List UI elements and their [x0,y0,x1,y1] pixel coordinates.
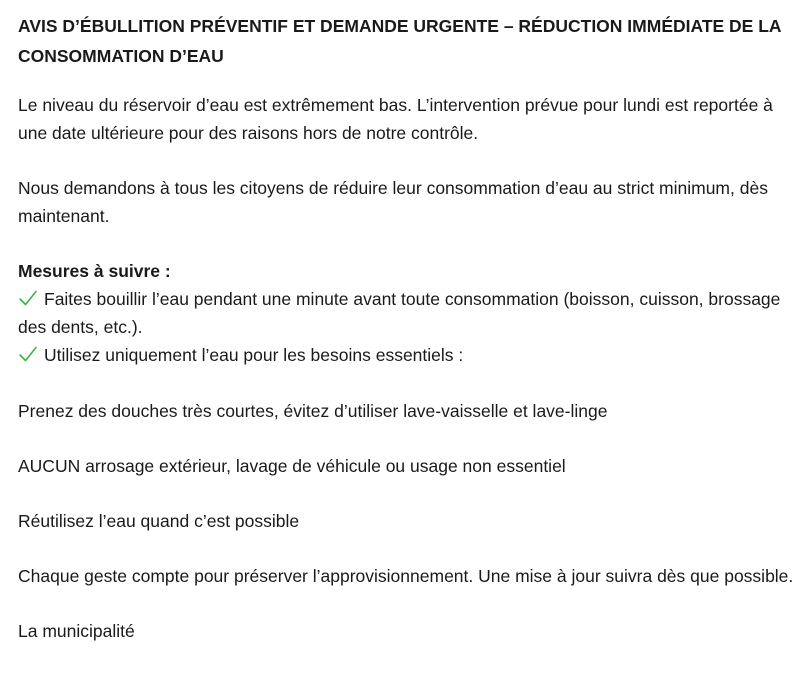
essential-item-reuse: Réutilisez l’eau quand c’est possible [18,511,300,531]
essential-item-no-watering: AUCUN arrosage extérieur, lavage de véhicule ou usage non essentiel [18,456,566,476]
essential-item-showers: Prenez des douches très courtes, évitez d’utiliser lave-vaisselle et lave-linge [18,401,608,421]
closing-paragraph: Chaque geste compte pour préserver l’approvisionnement. Une mise à jour suivra dès que possible. [18,566,794,586]
check-icon [18,343,38,361]
notice-document [18,11,796,645]
check-item-boil [18,285,796,341]
measures-heading: Mesures à suivre : [18,261,171,281]
intro-paragraph: Le niveau du réservoir d’eau est extrêmement bas. L’intervention prévue pour lundi est reportée à une date ultérieure pour des raisons hors de notre contrôle. [18,95,773,143]
check-item-boil-text: Faites bouillir l’eau pendant une minute avant toute consommation (boisson, cuisson, brossage des dents, etc.). [18,289,781,337]
signature: La municipalité [18,621,135,641]
check-item-essential [18,341,796,369]
check-icon [18,287,38,305]
check-item-essential-text: Utilisez uniquement l’eau pour les besoins essentiels : [44,345,464,365]
request-paragraph: Nous demandons à tous les citoyens de réduire leur consommation d’eau au strict minimum, dès maintenant. [18,178,768,226]
notice-title: AVIS D’ÉBULLITION PRÉVENTIF ET DEMANDE URGENTE – RÉDUCTION IMMÉDIATE DE LA CONSOMMATION D’EAU [18,16,781,66]
